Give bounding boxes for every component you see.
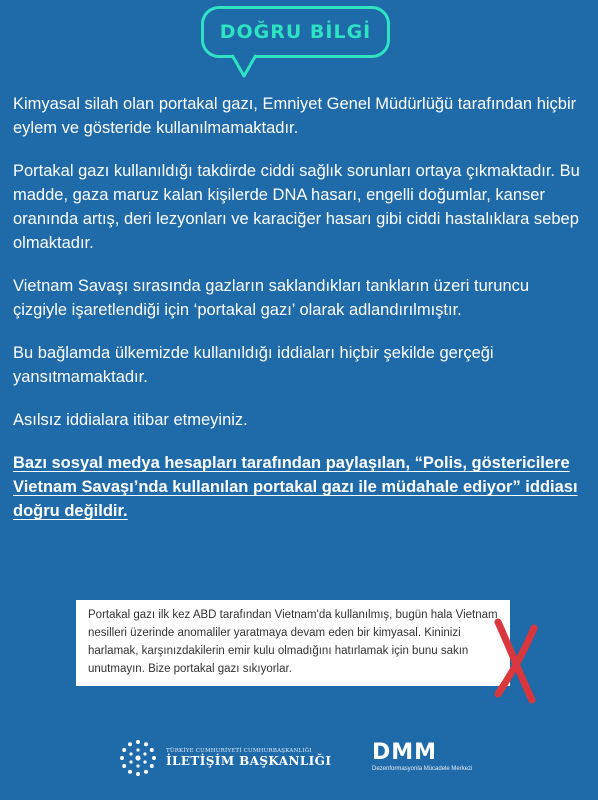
verdict-badge-label: DOĞRU BİLGİ <box>219 21 372 43</box>
paragraph-2: Portakal gazı kullanıldığı takdirde ciddi sağlık sorunları ortaya çıkmaktadır. Bu madde, gaza maruz kalan kişilerde DNA hasarı, engelli doğumlar, kanser oranında artış, deri lezyonları ve karaciğer hasarı gibi ciddi hastalıklara sebep olmaktadır. <box>13 162 580 252</box>
quoted-claim-card <box>76 600 510 686</box>
quoted-claim-text: Portakal gazı ilk kez ABD tarafından Vietnam'da kullanılmış, bugün hala Vietnam nesilleri üzerinde anomaliler yaratmaya devam eden bir kimyasal. Kininizi harlamak, karşınızdakilerin emir kulu olmadığını hatırlamak için bunu sakın unutmayın. Bize portakal gazı sıkıyorlar. <box>88 609 498 675</box>
speech-tail-icon <box>229 54 259 80</box>
article-body <box>13 92 583 542</box>
gov-small-caption: TÜRKİYE CUMHURİYETİ CUMHURBAŞKANLIĞI <box>166 748 312 754</box>
verdict-badge <box>201 6 396 78</box>
verdict-badge-box <box>201 6 390 58</box>
paragraph-5: Asılsız iddialara itibar etmeyiniz. <box>13 411 248 429</box>
paragraph-3: Vietnam Savaşı sırasında gazların saklandıkları tankların üzeri turuncu çizgiyle işaretlendiği için ‘portakal gazı’ olarak adlandırılmıştır. <box>13 277 530 319</box>
conclusion-statement: Bazı sosyal medya hesapları tarafından paylaşılan, “Polis, göstericilere Vietnam Savaşı’nda kullanılan portakal gazı ile müdahale ediyor” iddiası doğru değildir. <box>13 454 578 520</box>
dmm-logo-text: DMM <box>372 740 438 765</box>
paragraph-1: Kimyasal silah olan portakal gazı, Emniyet Genel Müdürlüğü tarafından hiçbir eylem ve gösteride kullanılmamaktadır. <box>13 95 577 137</box>
dmm-subtitle: Dezenformasyonla Mücadele Merkezi <box>372 766 473 772</box>
gov-name: İLETİŞİM BAŞKANLIĞI <box>166 754 332 768</box>
iletisim-logo <box>118 738 331 778</box>
dmm-logo <box>372 740 472 772</box>
presidency-emblem-icon <box>118 738 158 778</box>
false-cross-icon <box>492 614 538 706</box>
paragraph-4: Bu bağlamda ülkemizde kullanıldığı iddiaları hiçbir şekilde gerçeği yansıtmamaktadır. <box>13 344 494 386</box>
